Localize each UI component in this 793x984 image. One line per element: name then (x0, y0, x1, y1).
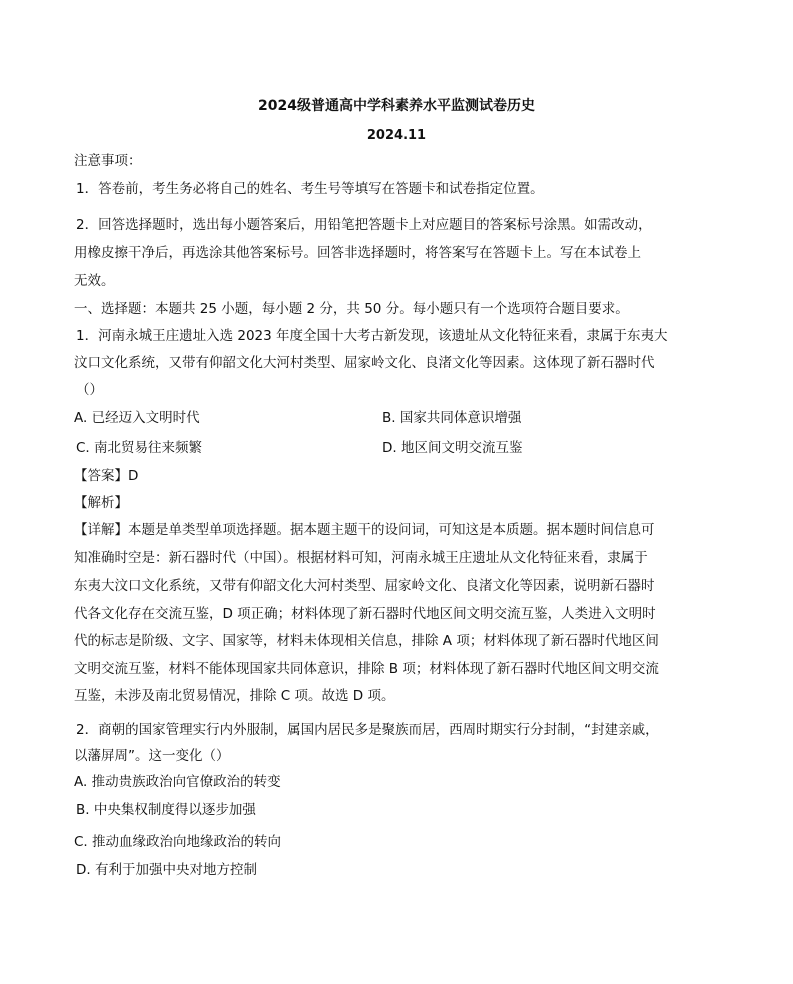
q2-option-c: C. 推动血缘政治向地缘政治的转向 (74, 834, 282, 850)
exam-title: 2024级普通高中学科素养水平监测试卷历史 (258, 98, 535, 114)
q1-stem-line-3: （） (76, 382, 103, 398)
q1-detail-line-4: 代各文化存在交流互鉴，D 项正确；材料体现了新石器时代地区间文明交流互鉴，人类进入文明时 (74, 606, 656, 622)
q2-option-d: D. 有利于加强中央对地方控制 (76, 862, 257, 878)
q1-option-d: D. 地区间文明交流互鉴 (382, 440, 523, 456)
q1-option-c: C. 南北贸易往来频繁 (76, 440, 203, 456)
q2-stem-line-2: 以藩屏周”。这一变化（） (74, 748, 230, 764)
q1-detail-line-7: 互鉴，未涉及南北贸易情况，排除 C 项。故选 D 项。 (74, 688, 395, 704)
notice-item-2-line-3: 无效。 (74, 273, 115, 289)
q1-detail-line-1: 【详解】本题是单类型单项选择题。据本题主题干的设问词，可知这是本质题。据本题时间信息可 (74, 522, 655, 538)
q2-option-a: A. 推动贵族政治向官僚政治的转变 (74, 774, 281, 790)
q1-detail-line-2: 知准确时空是：新石器时代（中国）。根据材料可知，河南永城王庄遗址从文化特征来看，隶属于 (74, 550, 648, 566)
q1-detail-line-5: 代的标志是阶级、文字、国家等，材料未体现相关信息，排除 A 项；材料体现了新石器时代地区间 (74, 633, 659, 649)
q1-detail-line-6: 文明交流互鉴，材料不能体现国家共同体意识，排除 B 项；材料体现了新石器时代地区间文明交流 (74, 661, 659, 677)
exam-date: 2024.11 (366, 128, 427, 143)
q1-option-a: A. 已经迈入文明时代 (74, 410, 200, 426)
q1-stem-line-2: 汶口文化系统，又带有仰韶文化大河村类型、屈家岭文化、良渚文化等因素。这体现了新石器时代 (74, 355, 655, 371)
notice-item-2-line-1: 2．回答选择题时，选出每小题答案后，用铅笔把答题卡上对应题目的答案标号涂黑。如需改动， (76, 217, 652, 233)
section-heading: 一、选择题：本题共 25 小题，每小题 2 分，共 50 分。每小题只有一个选项符合题目要求。 (74, 301, 629, 317)
q1-detail-line-3: 东夷大汶口文化系统，又带有仰韶文化大河村类型、屈家岭文化、良渚文化等因素，说明新石器时 (74, 578, 655, 594)
notice-item-1: 1．答卷前，考生务必将自己的姓名、考生号等填写在答题卡和试卷指定位置。 (76, 181, 544, 197)
notice-item-2-line-2: 用橡皮擦干净后，再选涂其他答案标号。回答非选择题时，将答案写在答题卡上。写在本试卷上 (74, 245, 641, 261)
q1-answer: 【答案】D (74, 468, 139, 484)
q1-stem-line-1: 1．河南永城王庄遗址入选 2023 年度全国十大考古新发现，该遗址从文化特征来看，隶属于东夷大 (76, 328, 668, 344)
q1-analysis-label: 【解析】 (74, 495, 128, 511)
q1-option-b: B. 国家共同体意识增强 (382, 410, 522, 426)
q2-stem-line-1: 2．商朝的国家管理实行内外服制，属国内居民多是聚族而居，西周时期实行分封制，“封建亲戚， (76, 722, 659, 738)
notice-heading: 注意事项： (74, 153, 142, 169)
q2-option-b: B. 中央集权制度得以逐步加强 (76, 802, 256, 818)
